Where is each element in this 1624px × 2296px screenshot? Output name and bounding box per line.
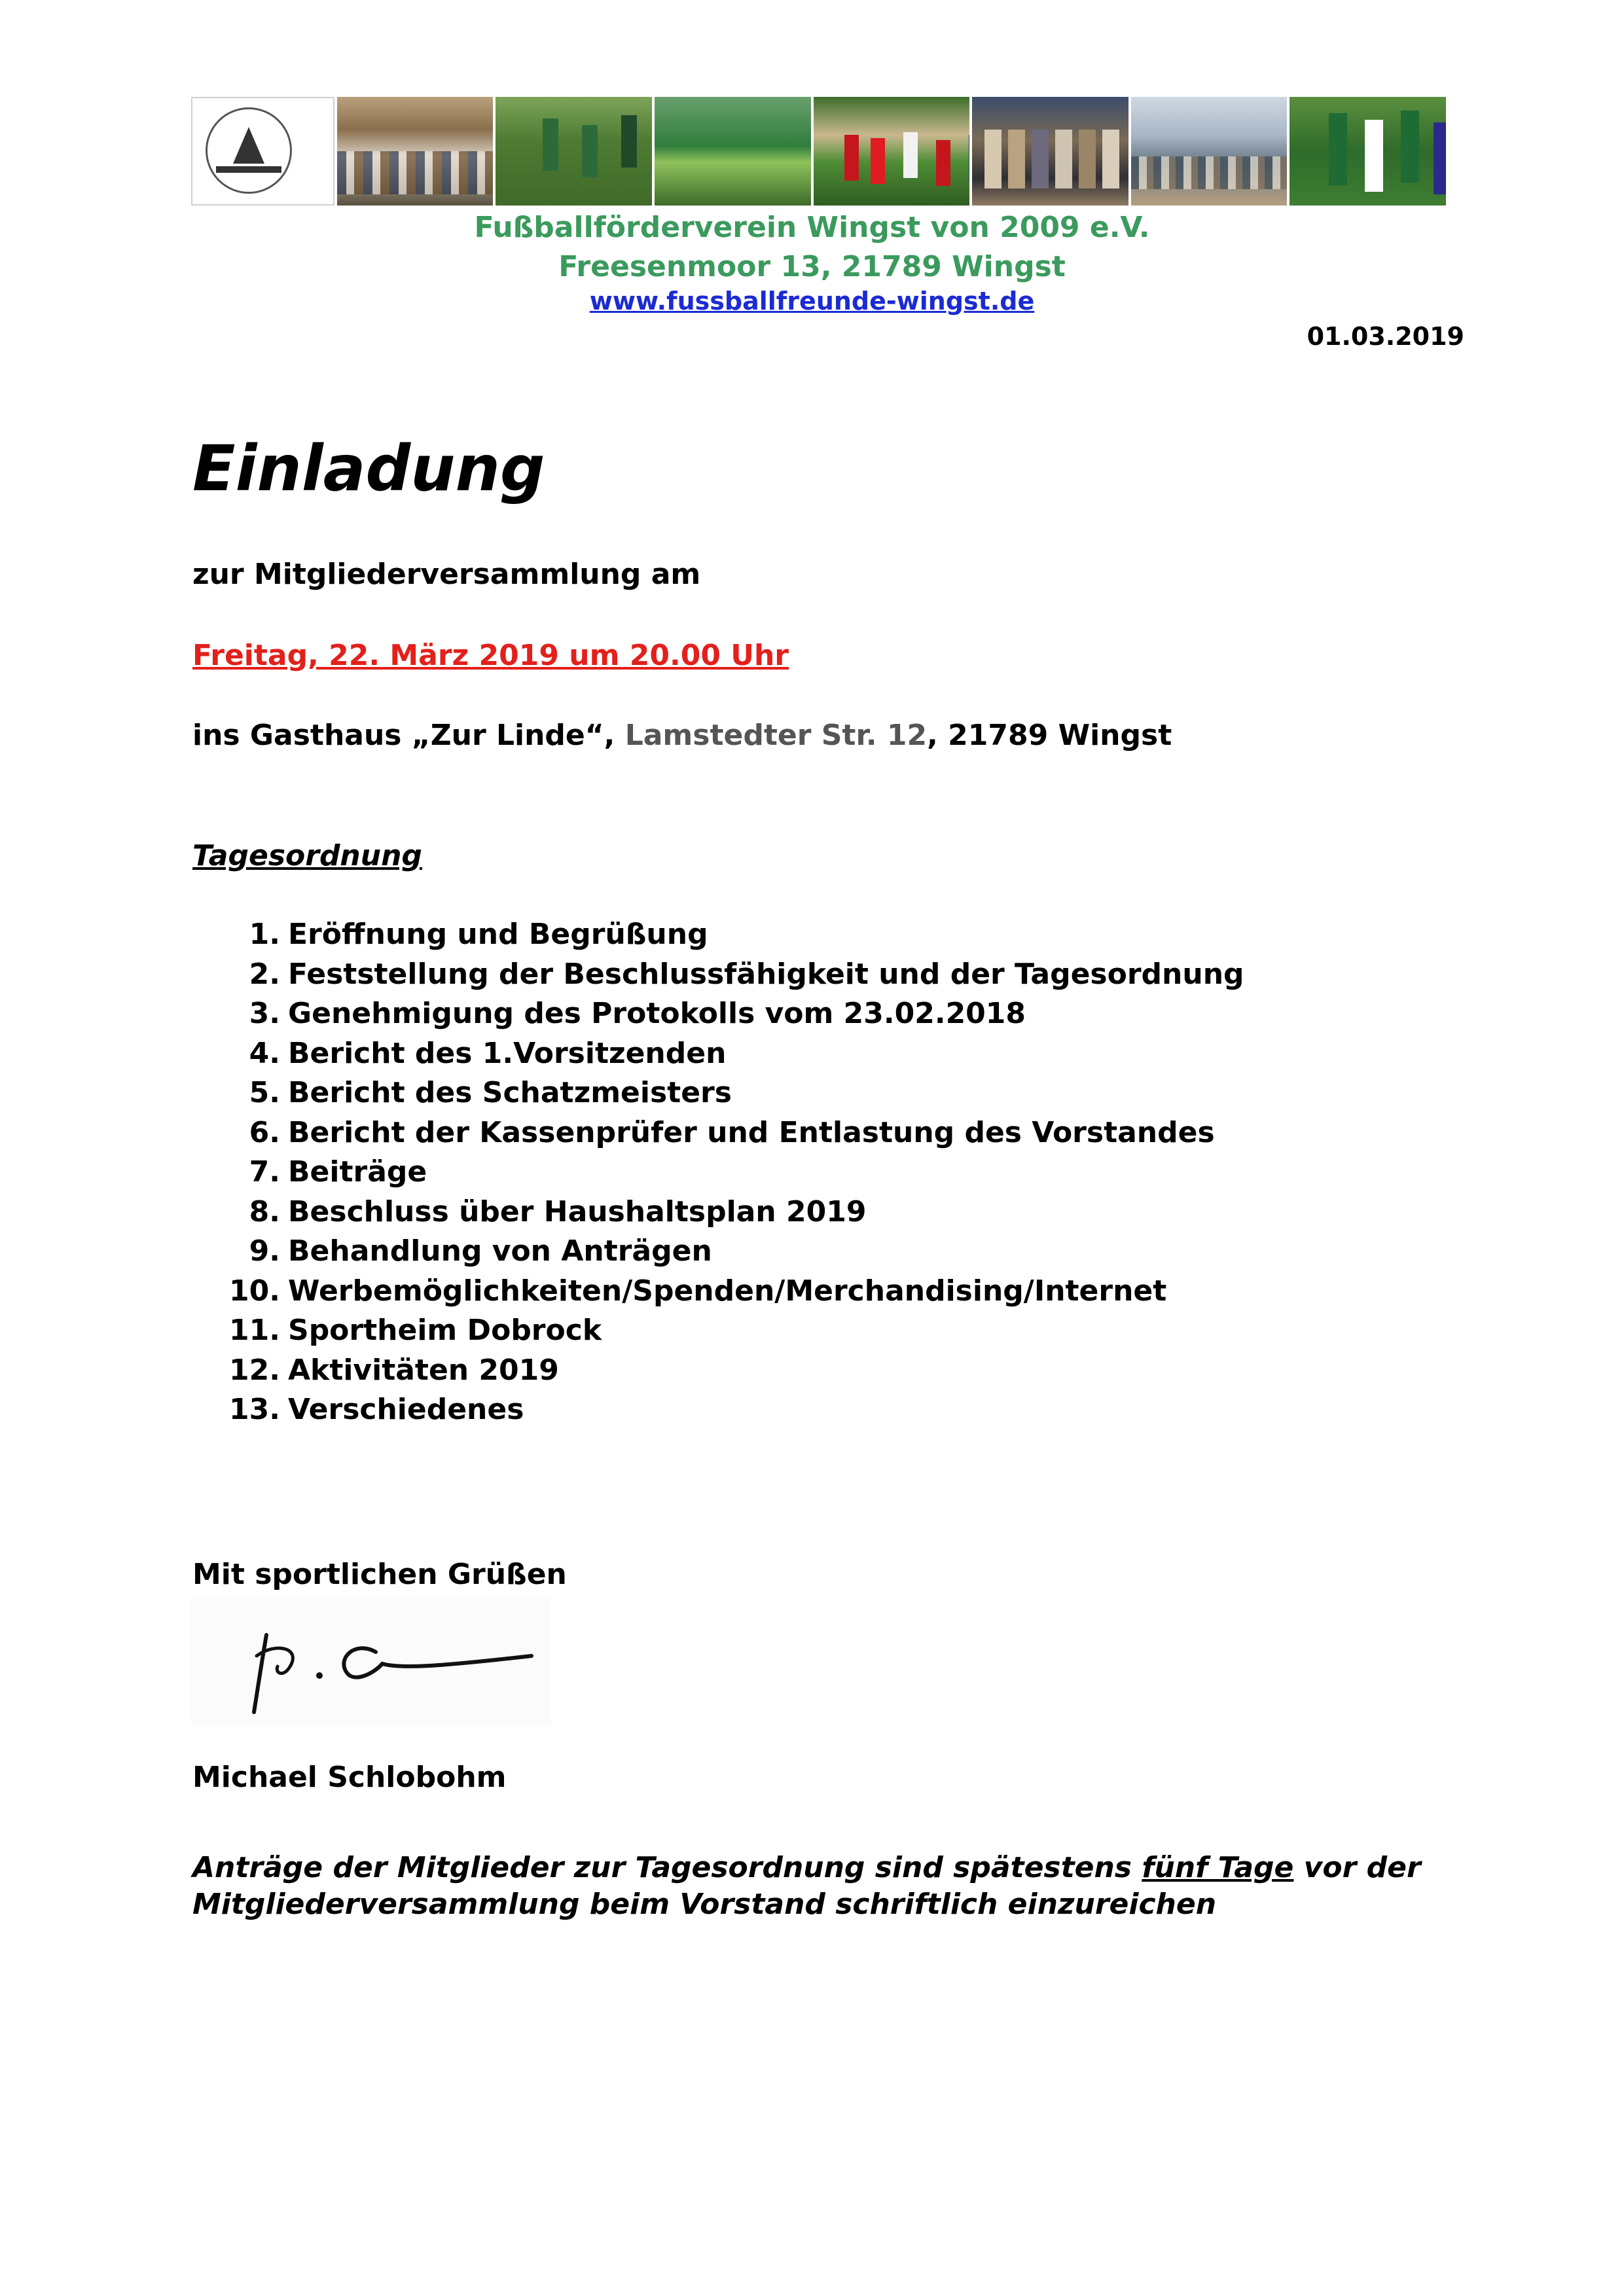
banner-photo-landscape: [655, 97, 811, 206]
banner-photo-team: [337, 97, 494, 206]
subtitle: zur Mitgliederversammlung am: [192, 558, 701, 591]
club-website-link[interactable]: www.fussballfreunde-wingst.de: [589, 287, 1035, 315]
agenda-list: [192, 915, 1244, 1430]
agenda-item: 11. Sportheim Dobrock: [229, 1314, 602, 1347]
agenda-item: 3. Genehmigung des Protokolls vom 23.02.2018: [249, 997, 1026, 1030]
closing-greeting: Mit sportlichen Grüßen: [192, 1558, 567, 1591]
venue-street: Lamstedter Str. 12: [624, 719, 928, 752]
agenda-item: 5. Bericht des Schatzmeisters: [249, 1076, 732, 1109]
signature-image: [191, 1596, 551, 1727]
banner-photo-match: [496, 97, 652, 206]
agenda-item: 12. Aktivitäten 2019: [229, 1353, 559, 1387]
page-title: Einladung: [192, 432, 545, 505]
club-logo: [191, 97, 334, 206]
agenda-item: 6. Bericht der Kassenprüfer und Entlastung des Vorstandes: [249, 1115, 1215, 1149]
venue-suffix: , 21789 Wingst: [927, 719, 1172, 752]
club-name: Fußballförderverein Wingst von 2009 e.V.: [474, 211, 1150, 244]
agenda-item: 10. Werbemöglichkeiten/Spenden/Merchandising/Internet: [229, 1274, 1167, 1308]
agenda-item: 9. Behandlung von Anträgen: [249, 1234, 712, 1268]
club-address: Freesenmoor 13, 21789 Wingst: [558, 250, 1066, 283]
event-date: Freitag, 22. März 2019 um 20.00 Uhr: [192, 639, 789, 672]
agenda-item: 7. Beiträge: [249, 1155, 427, 1189]
agenda-item: 4. Bericht des 1.Vorsitzenden: [249, 1036, 727, 1070]
venue-prefix: ins Gasthaus „Zur Linde“,: [192, 719, 625, 752]
banner-photo-game: [814, 97, 970, 206]
header-photo-banner: [191, 97, 1446, 206]
signer-name: Michael Schlobohm: [192, 1761, 507, 1794]
banner-photo-players: [1290, 97, 1446, 206]
banner-photo-members: [972, 97, 1128, 206]
agenda-item: 8. Beschluss über Haushaltsplan 2019: [249, 1194, 867, 1229]
document-date: 01.03.2019: [1307, 322, 1464, 351]
venue: [192, 719, 1172, 752]
footnote-emphasis: fünf Tage: [1142, 1851, 1294, 1884]
agenda-item: 1. Eröffnung und Begrüßung: [249, 918, 708, 951]
agenda-item: 13. Verschiedenes: [229, 1393, 524, 1426]
banner-photo-event: [1131, 97, 1288, 206]
agenda-heading: Tagesordnung: [192, 839, 422, 872]
footnote: Anträge der Mitglieder zur Tagesordnung sind spätestens fünf Tage vor der Mitgliederversammlung beim Vorstand schriftlich einzureichen: [192, 1851, 1421, 1921]
agenda-item: 2. Feststellung der Beschlussfähigkeit und der Tagesordnung: [249, 957, 1244, 991]
